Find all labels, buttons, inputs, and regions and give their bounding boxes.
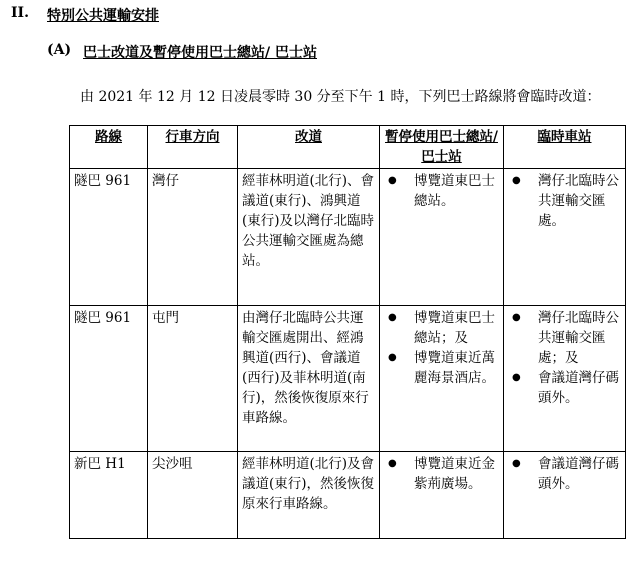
direction-cell: 屯門 bbox=[148, 306, 238, 452]
temporary-stop-item: ● 會議道灣仔碼頭外。 bbox=[508, 368, 621, 408]
diversion-cell: 由灣仔北臨時公共運輸交匯處開出、經鴻興道(西行)、會議道(西行)及菲林明道(南行)，然後恢復原來行車路線。 bbox=[238, 306, 380, 452]
suspended-cell bbox=[380, 452, 504, 539]
route-cell: 隧巴 961 bbox=[70, 169, 148, 306]
suspended-stop-item: ● 博覽道東巴士總站；及 bbox=[384, 308, 499, 348]
section-title: 特別公共運輸安排 bbox=[47, 8, 159, 24]
table-row bbox=[70, 306, 626, 452]
temporary-cell bbox=[504, 452, 626, 539]
suspended-cell bbox=[380, 306, 504, 452]
section-number: II. bbox=[11, 5, 29, 21]
route-cell: 新巴 H1 bbox=[70, 452, 148, 539]
table-header-row bbox=[70, 126, 626, 169]
header-route: 路線 bbox=[70, 126, 148, 169]
temporary-stop-item: ● 灣仔北臨時公共運輸交匯處；及 bbox=[508, 308, 621, 368]
suspended-cell bbox=[380, 169, 504, 306]
direction-cell: 尖沙咀 bbox=[148, 452, 238, 539]
table-row bbox=[70, 452, 626, 539]
header-diversion: 改道 bbox=[238, 126, 380, 169]
suspended-stop-item: ● 博覽道東近金紫荊廣場。 bbox=[384, 454, 499, 494]
header-temporary-stops: 臨時車站 bbox=[504, 126, 626, 169]
route-cell: 隧巴 961 bbox=[70, 306, 148, 452]
suspended-stop-item: ● 博覽道東近萬麗海景酒店。 bbox=[384, 348, 499, 388]
diversion-cell: 經菲林明道(北行)及會議道(東行)，然後恢復原來行車路線。 bbox=[238, 452, 380, 539]
suspended-stop-item: ● 博覽道東巴士總站。 bbox=[384, 171, 499, 211]
header-direction: 行車方向 bbox=[148, 126, 238, 169]
diversion-cell: 經菲林明道(北行)、會議道(東行)、鴻興道(東行)及以灣仔北臨時公共運輸交匯處為總站。 bbox=[238, 169, 380, 306]
temporary-cell bbox=[504, 169, 626, 306]
intro-paragraph: 由 2021 年 12 月 12 日凌晨零時 30 分至下午 1 時，下列巴士路線將會臨時改道： bbox=[80, 89, 601, 105]
temporary-cell bbox=[504, 306, 626, 452]
direction-cell: 灣仔 bbox=[148, 169, 238, 306]
table-row bbox=[70, 169, 626, 306]
subsection-label: (A) bbox=[47, 42, 72, 58]
temporary-stop-item: ● 會議道灣仔碼頭外。 bbox=[508, 454, 621, 494]
bus-diversion-table bbox=[69, 125, 626, 539]
temporary-stop-item: ● 灣仔北臨時公共運輸交匯處。 bbox=[508, 171, 621, 231]
subsection-title: 巴士改道及暫停使用巴士總站/ 巴士站 bbox=[83, 45, 317, 61]
header-suspended-stops: 暫停使用巴士總站/ 巴士站 bbox=[380, 126, 504, 169]
